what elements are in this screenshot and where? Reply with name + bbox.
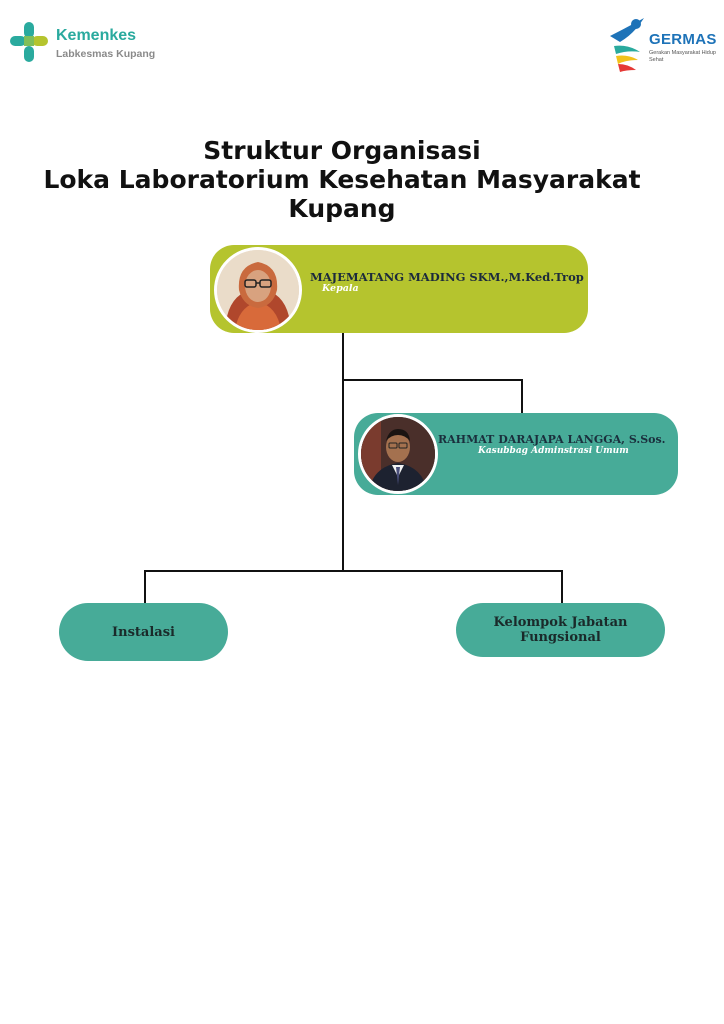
kasubbag-name: RAHMAT DARAJAPA LANGGA, S.Sos. — [438, 433, 666, 446]
instalasi-text: Instalasi — [112, 624, 175, 640]
title-line-1: Struktur Organisasi — [203, 136, 481, 165]
head-name: MAJEMATANG MADING SKM.,M.Ked.Trop — [310, 270, 584, 284]
kasubbag-role: Kasubbag Adminstrasi Umum — [478, 446, 629, 456]
kasubbag-photo — [358, 414, 438, 494]
fungsional-text-line-1: Kelompok Jabatan — [493, 615, 628, 630]
head-photo — [214, 247, 302, 333]
fungsional-label — [456, 603, 665, 657]
fungsional-text-line-2: Fungsional — [520, 630, 601, 645]
kemenkes-subtitle: Labkesmas Kupang — [56, 48, 156, 60]
kemenkes-brand: Kemenkes — [56, 27, 137, 44]
instalasi-label — [59, 603, 228, 661]
title-line-3: Kupang — [288, 194, 396, 223]
germas-brand: GERMAS — [649, 31, 717, 48]
germas-subtitle: Gerakan Masyarakat Hidup Sehat — [649, 50, 716, 63]
connector-bottom-branch — [145, 571, 562, 603]
title-line-2: Loka Laboratorium Kesehatan Masyarakat — [43, 165, 641, 194]
connector-kasubbag — [343, 380, 522, 414]
head-role: Kepala — [322, 283, 359, 294]
